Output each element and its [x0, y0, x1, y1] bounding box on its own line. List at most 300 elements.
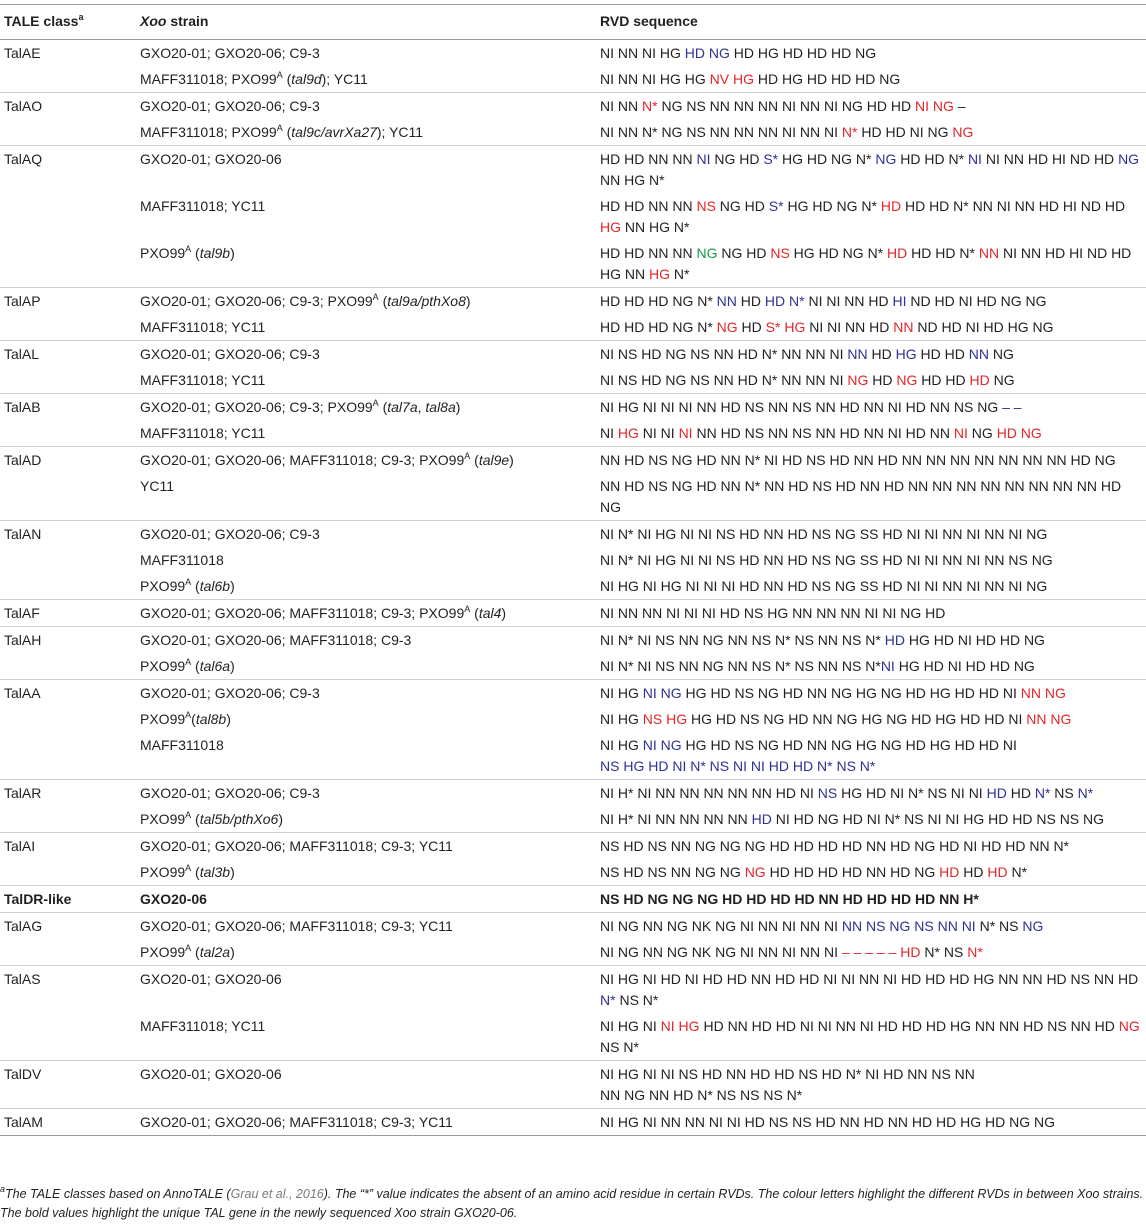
- table-row: [0, 806, 1146, 833]
- citation-link[interactable]: Grau et al., 2016: [230, 1187, 324, 1201]
- text-segment: GXO20-01; GXO20-06; MAFF311018; C9-3; YC11: [140, 918, 453, 934]
- text-segment: NS HD NS NN NG NG NG HD HD HD HD NN HD NG HD NI HD HD NN N*: [600, 838, 1070, 854]
- text-segment: YC11: [140, 478, 174, 494]
- tale-class-cell: TalAL: [0, 341, 140, 368]
- rvd-sequence-cell: [596, 780, 1146, 807]
- text-segment: NI H* NI NN NN NN NN NN HD NI: [600, 785, 818, 801]
- text-segment: NG: [988, 346, 1014, 362]
- rvd-sequence-cell: [596, 806, 1146, 833]
- strain-cell: [140, 288, 596, 315]
- rvd-sequence-cell: [596, 66, 1146, 93]
- text-segment: NG NS NN NN NN NI NN NI NG HD HD: [657, 98, 916, 114]
- tale-class-cell: [0, 547, 140, 573]
- table-row: [0, 341, 1146, 368]
- tale-class-cell: TalAQ: [0, 146, 140, 194]
- text-segment: NI NG: [642, 685, 682, 701]
- table-row: [0, 833, 1146, 860]
- rvd-sequence-cell: [596, 288, 1146, 315]
- text-segment: A: [185, 710, 192, 720]
- text-segment: HG HD NI N* NS NI NI: [837, 785, 987, 801]
- strain-cell: [140, 473, 596, 521]
- strain-cell: [140, 680, 596, 707]
- text-segment: ,: [417, 399, 426, 415]
- text-segment: (: [191, 245, 200, 261]
- text-segment: tal9e: [478, 452, 510, 468]
- text-segment: A: [276, 70, 283, 80]
- text-segment: HD: [880, 198, 902, 214]
- text-segment: HD HG HD HD HD NG: [754, 71, 901, 87]
- text-segment: HD HD NN NN: [600, 151, 697, 167]
- text-segment: NI NG NN NG NK NG NI NN NI NN NI: [600, 944, 842, 960]
- strain-cell: [140, 93, 596, 120]
- text-segment: tal7a: [387, 399, 418, 415]
- text-segment: A: [276, 123, 283, 133]
- strain-cell: [140, 314, 596, 341]
- text-segment: GXO20-01; GXO20-06: [140, 1066, 282, 1082]
- text-segment: NI HG: [600, 737, 643, 753]
- tale-class-cell: [0, 367, 140, 394]
- strain-cell: [140, 806, 596, 833]
- text-segment: A: [372, 398, 379, 408]
- strain-cell: [140, 521, 596, 548]
- text-segment: N*: [967, 944, 983, 960]
- text-segment: N*: [1034, 785, 1051, 801]
- text-segment: ND HD NI HD HG NG: [913, 319, 1054, 335]
- text-segment: NI NG: [642, 737, 682, 753]
- text-segment: GXO20-01; GXO20-06; C9-3: [140, 785, 320, 801]
- strain-cell: [140, 627, 596, 654]
- table-row: [0, 119, 1146, 146]
- tale-class-cell: [0, 1013, 140, 1061]
- text-segment: HD: [868, 372, 897, 388]
- text-segment: – –: [1002, 399, 1022, 415]
- text-segment: NG: [696, 245, 718, 261]
- strain-cell: [140, 66, 596, 93]
- text-segment: NN NS NG NS NN NI: [841, 918, 976, 934]
- rvd-sequence-cell: [596, 521, 1146, 548]
- strain-cell: [140, 859, 596, 886]
- rvd-sequence-cell: [596, 653, 1146, 680]
- strain-cell: [140, 146, 596, 194]
- text-segment: MAFF311018; YC11: [140, 372, 266, 388]
- table-footnote: $^a$The TALE classes based on AnnoTALE (Grau et al., 2016). The “*” value indicates the absent of an amino acid residue in certain RVDs. The colour letters highlight the different RVDs in between Xoo strains. The bold values highlight the unique TAL gene in the newly sequenced Xoo strain GXO20-06.: [0, 1184, 1144, 1220]
- table-row: [0, 886, 1146, 913]
- tale-class-cell: TalAD: [0, 447, 140, 474]
- text-segment: MAFF311018: [140, 737, 224, 753]
- tale-class-cell: TalAR: [0, 780, 140, 807]
- text-segment: GXO20-01; GXO20-06; C9-3: [140, 98, 320, 114]
- table-row: [0, 913, 1146, 940]
- tale-class-cell: TalAE: [0, 40, 140, 67]
- text-segment: NN: [893, 319, 914, 335]
- rvd-sequence-cell: [596, 40, 1146, 67]
- text-segment: NI NI NN HD: [805, 319, 894, 335]
- text-segment: HD: [736, 293, 765, 309]
- text-segment: HD: [867, 346, 896, 362]
- strain-cell: [140, 193, 596, 240]
- rvd-sequence-cell: [596, 627, 1146, 654]
- table-header: [0, 5, 1146, 40]
- text-segment: A: [185, 943, 192, 953]
- text-segment: – – – – – HD: [841, 944, 921, 960]
- tale-class-cell: TalAP: [0, 288, 140, 315]
- text-segment: MAFF311018; PXO99: [140, 71, 277, 87]
- rvd-sequence-cell: [596, 473, 1146, 521]
- text-segment: NI NN NI HG HG: [600, 71, 710, 87]
- text-segment: NG: [744, 864, 766, 880]
- text-segment: (: [191, 578, 200, 594]
- text-segment: PXO99: [140, 811, 186, 827]
- text-segment: HG HD NG N*: [789, 245, 888, 261]
- text-segment: NG: [952, 124, 974, 140]
- text-segment: NN NG: [1020, 685, 1066, 701]
- rvd-sequence-cell: [596, 833, 1146, 860]
- text-segment: NI HG: [600, 711, 643, 727]
- text-segment: ): [230, 658, 235, 674]
- text-segment: MAFF311018; YC11: [140, 1018, 266, 1034]
- text-segment: tal6a: [199, 658, 231, 674]
- text-segment: HD HD NN NN: [600, 198, 697, 214]
- text-segment: PXO99: [140, 245, 186, 261]
- tale-class-cell: [0, 420, 140, 447]
- text-segment: GXO20-01; GXO20-06; C9-3; PXO99: [140, 399, 373, 415]
- text-segment: NI NN NI HG: [600, 45, 685, 61]
- text-segment: A: [185, 863, 192, 873]
- text-segment: PXO99: [140, 864, 186, 880]
- rvd-sequence-cell: [596, 146, 1146, 194]
- text-segment: NI HG: [660, 1018, 700, 1034]
- tale-class-cell: [0, 473, 140, 521]
- strain-cell: [140, 367, 596, 394]
- table-row: [0, 653, 1146, 680]
- table-row: [0, 627, 1146, 654]
- text-segment: GXO20-01; GXO20-06: [140, 971, 282, 987]
- tale-class-cell: TalAS: [0, 966, 140, 1014]
- text-segment: NG: [1022, 918, 1044, 934]
- strain-cell: [140, 653, 596, 680]
- tale-class-cell: TalDV: [0, 1061, 140, 1109]
- strain-cell: [140, 706, 596, 732]
- table-row: [0, 573, 1146, 600]
- table-row: [0, 966, 1146, 1014]
- text-segment: HG HD NG N*: [778, 151, 876, 167]
- table-row: [0, 706, 1146, 732]
- table-row: [0, 473, 1146, 521]
- table-row: [0, 367, 1146, 394]
- strain-cell: [140, 394, 596, 421]
- text-segment: NN: [968, 346, 989, 362]
- text-segment: (: [282, 124, 292, 140]
- tale-class-cell: TalAF: [0, 600, 140, 627]
- text-segment: HD HD NI NG: [857, 124, 953, 140]
- text-segment: GXO20-01; GXO20-06; C9-3: [140, 526, 320, 542]
- text-segment: N*: [642, 98, 658, 114]
- text-segment: NI: [953, 425, 968, 441]
- text-segment: HD HD HD HD NN HD NG: [765, 864, 940, 880]
- text-segment: N*: [670, 266, 690, 282]
- text-segment: tal9d: [291, 71, 322, 87]
- strain-cell: [140, 40, 596, 67]
- table-row: [0, 93, 1146, 120]
- table-row: [0, 40, 1146, 67]
- tale-class-cell: [0, 119, 140, 146]
- text-segment: ): [509, 452, 514, 468]
- tale-rvd-table: [0, 4, 1146, 1136]
- text-segment: GXO20-01; GXO20-06; MAFF311018; C9-3; PXO99: [140, 605, 465, 621]
- table-row: [0, 146, 1146, 194]
- text-segment: NS: [1050, 785, 1078, 801]
- text-segment: HD HD N* NN NI NN HD HI ND HD: [901, 198, 1126, 214]
- text-segment: NS: [817, 785, 838, 801]
- text-segment: HG HD NI HD HD NG: [894, 658, 1035, 674]
- strain-cell: [140, 913, 596, 940]
- text-segment: NG HD: [715, 198, 769, 214]
- table-body: [0, 40, 1146, 1136]
- text-segment: NI NN NN NI NI NI HD NS HG NN NN NN NI NI NG HD: [600, 605, 946, 621]
- text-segment: NI NN HD HI ND HD: [981, 151, 1119, 167]
- rvd-sequence-cell: [596, 573, 1146, 600]
- text-segment: NG: [1118, 151, 1140, 167]
- text-segment: NI: [678, 425, 693, 441]
- text-segment: (: [282, 71, 292, 87]
- tale-class-cell: TalAB: [0, 394, 140, 421]
- text-segment: HD HG HD HD HD NG: [729, 45, 877, 61]
- text-segment: HG HD NS NG HD NN NG HG NG HD HG HD HD NI: [681, 685, 1021, 701]
- tale-class-cell: [0, 240, 140, 288]
- text-segment: NI N* NI HG NI NI NS HD NN HD NS NG SS HD NI NI NN NI NN NI NG: [600, 526, 1048, 542]
- rvd-sequence-cell: [596, 193, 1146, 240]
- text-segment: ): [455, 399, 461, 415]
- tale-class-cell: TalAA: [0, 680, 140, 707]
- tale-class-cell: TalAG: [0, 913, 140, 940]
- text-segment: –: [953, 98, 966, 114]
- text-segment: NN HD NS NN NS NN HD NN NI HD NN: [692, 425, 954, 441]
- rvd-sequence-cell: [596, 314, 1146, 341]
- text-segment: NN HD NS NG HD NN N* NI HD NS HD NN HD NN NN NN NN NN NN NN HD NG: [600, 452, 1116, 468]
- text-segment: NI NG: [915, 98, 954, 114]
- text-segment: tal9c/avrXa27: [291, 124, 377, 140]
- text-segment: ): [278, 811, 284, 827]
- text-segment: HD: [939, 864, 960, 880]
- text-segment: NS: [696, 198, 716, 214]
- table-row: [0, 600, 1146, 627]
- text-segment: GXO20-01; GXO20-06; MAFF311018; C9-3; YC11: [140, 1114, 453, 1130]
- strain-cell: [140, 966, 596, 1014]
- text-segment: PXO99: [140, 711, 186, 727]
- text-segment: NS HG HD NI N* NS NI NI HD HD N* NS N*: [600, 758, 876, 774]
- strain-cell: [140, 939, 596, 966]
- text-segment: NG: [875, 151, 897, 167]
- text-segment: NI NN: [600, 98, 642, 114]
- table-row: [0, 66, 1146, 93]
- text-segment: (: [191, 811, 200, 827]
- text-segment: HD NN HD HD NI NI NN NI HD HD HD HG NN NN HD NS NN HD: [699, 1018, 1119, 1034]
- text-segment: NN HG N*: [621, 219, 690, 235]
- text-segment: tal6b: [199, 578, 231, 594]
- text-segment: NG: [967, 425, 997, 441]
- text-segment: tal8a: [425, 399, 456, 415]
- text-segment: HG HD NI HD HD NG: [904, 632, 1045, 648]
- text-segment: HD: [987, 864, 1008, 880]
- table-row: [0, 420, 1146, 447]
- strain-cell: [140, 1061, 596, 1109]
- tale-class-cell: TalAO: [0, 93, 140, 120]
- text-segment: (: [191, 658, 200, 674]
- text-segment: (: [378, 399, 388, 415]
- text-segment: HD HD HD NG N*: [600, 319, 717, 335]
- rvd-sequence-cell: [596, 394, 1146, 421]
- rvd-sequence-cell: [596, 240, 1146, 288]
- text-segment: HI: [892, 293, 907, 309]
- strain-cell: [140, 1013, 596, 1061]
- rvd-sequence-cell: [596, 119, 1146, 146]
- rvd-sequence-cell: [596, 732, 1146, 780]
- text-segment: GXO20-01; GXO20-06; MAFF311018; C9-3; PXO99: [140, 452, 465, 468]
- text-segment: NI HG NI HG NI NI NI HD NN HD NS NG SS HD NI NI NN NI NN NI NG: [600, 578, 1048, 594]
- text-segment: tal5b/pthXo6: [199, 811, 279, 827]
- text-segment: N*: [1077, 785, 1094, 801]
- text-segment: (: [191, 944, 200, 960]
- table-row: [0, 394, 1146, 421]
- text-segment: HD: [884, 632, 905, 648]
- text-segment: NI HG: [600, 685, 643, 701]
- text-segment: NS HG: [642, 711, 688, 727]
- text-segment: ): [230, 944, 235, 960]
- header-xoo-strain: Xoo strain: [140, 5, 596, 40]
- table-row: [0, 288, 1146, 315]
- text-segment: NI NG NN NG NK NG NI NN NI NN NI: [600, 918, 842, 934]
- text-segment: ); YC11: [376, 124, 424, 140]
- text-segment: N*: [1007, 864, 1028, 880]
- header-tale-class: TALE class$^a$: [0, 5, 140, 40]
- rvd-sequence-cell: [596, 341, 1146, 368]
- table-row: [0, 193, 1146, 240]
- text-segment: A: [185, 244, 192, 254]
- text-segment: HD HD HD NG N*: [600, 293, 717, 309]
- table-row: [0, 314, 1146, 341]
- text-segment: HG: [895, 346, 917, 362]
- text-segment: HD HD N*: [896, 151, 968, 167]
- text-segment: HD HD: [916, 346, 969, 362]
- text-segment: HD: [959, 864, 988, 880]
- rvd-sequence-cell: [596, 886, 1146, 913]
- text-segment: ND HD NI HD NG NG: [906, 293, 1047, 309]
- strain-cell: [140, 447, 596, 474]
- text-segment: N*: [841, 124, 858, 140]
- text-segment: HG HD NS NG HD NN NG HG NG HD HG HD HD NI: [681, 737, 1017, 753]
- rvd-sequence-cell: [596, 706, 1146, 732]
- text-segment: (: [470, 452, 479, 468]
- text-segment: NS HD NS NN NG NG: [600, 864, 745, 880]
- text-segment: HD: [751, 811, 772, 827]
- table-row: [0, 680, 1146, 707]
- table-row: [0, 240, 1146, 288]
- text-segment: (: [191, 711, 196, 727]
- text-segment: ); YC11: [321, 71, 368, 87]
- tale-class-cell: [0, 66, 140, 93]
- text-segment: NG: [1118, 1018, 1140, 1034]
- header-rvd-sequence: RVD sequence: [596, 5, 1146, 40]
- rvd-sequence-cell: [596, 93, 1146, 120]
- text-segment: NI HG NI: [600, 1018, 661, 1034]
- rvd-sequence-cell: [596, 447, 1146, 474]
- table-row: [0, 1061, 1146, 1109]
- text-segment: HD: [737, 319, 766, 335]
- rvd-sequence-cell: [596, 913, 1146, 940]
- strain-cell: [140, 600, 596, 627]
- tale-class-cell: [0, 939, 140, 966]
- text-segment: (: [470, 605, 479, 621]
- text-segment: S*: [768, 198, 784, 214]
- text-segment: PXO99: [140, 944, 186, 960]
- text-segment: NI H* NI NN NN NN NN: [600, 811, 752, 827]
- text-segment: MAFF311018; YC11: [140, 319, 266, 335]
- rvd-sequence-cell: [596, 859, 1146, 886]
- text-segment: PXO99: [140, 578, 186, 594]
- tale-class-cell: [0, 806, 140, 833]
- tale-class-cell: [0, 732, 140, 780]
- text-segment: NN NG NN HD N* NS NS NS N*: [600, 1087, 803, 1103]
- text-segment: HD HD N*: [907, 245, 979, 261]
- tale-class-cell: [0, 314, 140, 341]
- text-segment: HG: [617, 425, 639, 441]
- text-segment: NI HG NI HD NI HD HD NN HD HD NI NI NN NI HD HD HD HG NN NN HD NS NN HD: [600, 971, 1139, 987]
- table-row: [0, 732, 1146, 780]
- text-segment: NN HG N*: [600, 172, 665, 188]
- tale-class-cell: TalAI: [0, 833, 140, 860]
- text-segment: A: [185, 657, 192, 667]
- text-segment: S*: [763, 151, 779, 167]
- table-row: [0, 447, 1146, 474]
- text-segment: ): [226, 711, 231, 727]
- text-segment: NG HD: [717, 245, 771, 261]
- text-segment: S* HG: [765, 319, 806, 335]
- text-segment: HG HD NG N*: [783, 198, 881, 214]
- text-segment: GXO20-01; GXO20-06: [140, 151, 282, 167]
- strain-cell: [140, 886, 596, 913]
- strain-cell: [140, 833, 596, 860]
- strain-cell: [140, 573, 596, 600]
- strain-cell: [140, 547, 596, 573]
- text-segment: HD HD: [917, 372, 970, 388]
- rvd-sequence-cell: [596, 1109, 1146, 1136]
- text-segment: NS: [770, 245, 790, 261]
- text-segment: NN HD NS NG HD NN N* NN HD NS HD NN HD NN NN NN NN NN NN NN NN HD NG: [600, 478, 1122, 515]
- strain-cell: [140, 780, 596, 807]
- tale-class-cell: TalAN: [0, 521, 140, 548]
- text-segment: MAFF311018; YC11: [140, 198, 266, 214]
- text-segment: NI NI NN HD: [804, 293, 893, 309]
- text-segment: HD HD NN NN: [600, 245, 697, 261]
- text-segment: (: [378, 293, 388, 309]
- text-segment: NV HG: [709, 71, 755, 87]
- strain-cell: [140, 341, 596, 368]
- text-segment: HD: [887, 245, 908, 261]
- tale-class-cell: TalAH: [0, 627, 140, 654]
- text-segment: A: [464, 604, 471, 614]
- text-segment: MAFF311018; YC11: [140, 425, 266, 441]
- text-segment: HG HD NS NG HD NN NG HG NG HD HG HD HD NI: [687, 711, 1027, 727]
- text-segment: NI N* NI HG NI NI NS HD NN HD NS NG SS HD NI NI NN NI NN NS NG: [600, 552, 1053, 568]
- text-segment: MAFF311018: [140, 552, 224, 568]
- text-segment: NN NG: [1026, 711, 1072, 727]
- text-segment: A: [372, 292, 379, 302]
- table-row: [0, 939, 1146, 966]
- text-segment: HD N*: [764, 293, 805, 309]
- strain-cell: [140, 732, 596, 780]
- text-segment: tal9b: [199, 245, 231, 261]
- strain-cell: [140, 119, 596, 146]
